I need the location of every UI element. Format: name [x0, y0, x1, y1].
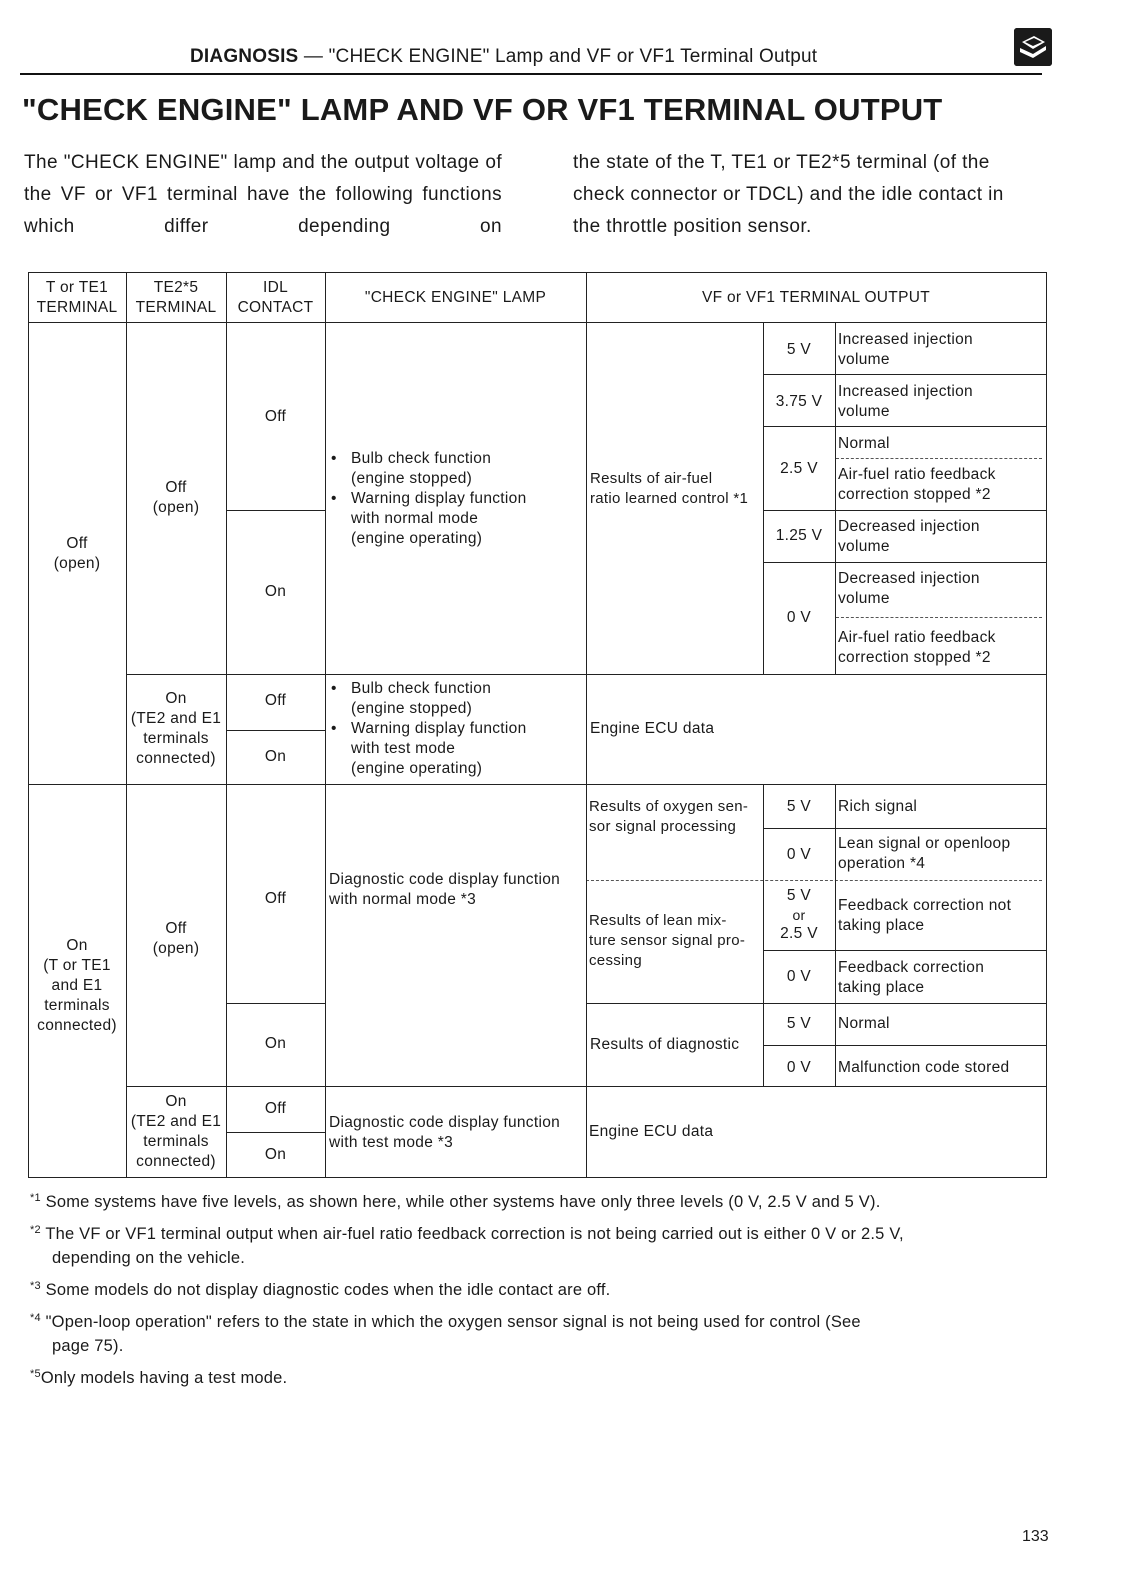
- header-section: DIAGNOSIS: [190, 46, 299, 67]
- cell-line: Increased injection: [838, 383, 973, 400]
- row-rule: [763, 1045, 1046, 1046]
- cell-line: 5 V: [786, 887, 812, 904]
- voltage-5v: 5 V: [786, 1015, 812, 1032]
- cell-line: connected): [136, 750, 216, 767]
- output-af-correction-stopped: [838, 628, 1044, 668]
- table-header-rule: [28, 322, 1046, 323]
- cell-line: and E1: [51, 977, 103, 994]
- col-rule: [835, 322, 836, 674]
- voltage-0v: 0 V: [786, 846, 812, 863]
- cell-line: volume: [838, 351, 890, 368]
- table-border-top: [28, 272, 1046, 273]
- idl-on: On: [264, 1146, 287, 1163]
- header-line: TE2*5: [153, 279, 199, 296]
- voltage-5v-or-2-5v: [763, 886, 835, 944]
- row-rule: [763, 426, 1046, 427]
- footnote-text: page 75).: [52, 1337, 124, 1355]
- row-rule: [763, 510, 1046, 511]
- cell-line: Off: [165, 479, 187, 496]
- idl-on: On: [264, 1035, 287, 1052]
- cell-line: with normal mode *3: [329, 891, 476, 908]
- row-rule: [226, 1003, 326, 1004]
- te2-off-open: [126, 919, 226, 959]
- table-border-right: [1046, 272, 1047, 1178]
- cell-line: 2.5 V: [780, 925, 818, 942]
- voltage-0v: 0 V: [786, 1059, 812, 1076]
- footnote-text: The VF or VF1 terminal output when air-fuel ratio feedback correction is not being carried out is either 0 V or 2.5 V,: [45, 1225, 904, 1243]
- cell-line: volume: [838, 590, 890, 607]
- voltage-0v: 0 V: [786, 968, 812, 985]
- cell-line: Lean signal or openloop: [838, 835, 1011, 852]
- te2-on-connected: [126, 689, 226, 769]
- row-rule: [226, 730, 326, 731]
- cell-line: or: [792, 907, 806, 923]
- row-rule: [763, 374, 1046, 375]
- cell-line: taking place: [838, 917, 925, 934]
- footnote-text: Only models having a test mode.: [40, 1369, 288, 1387]
- header-separator: —: [298, 46, 329, 67]
- page-number: 133: [1022, 1528, 1049, 1545]
- bullet-item: • Bulb check function: [329, 679, 584, 699]
- table-border-left: [28, 272, 29, 1178]
- engine-ecu-data: Engine ECU data: [589, 1123, 714, 1140]
- cell-line: (open): [152, 940, 200, 957]
- header-t-te1: [28, 278, 126, 318]
- results-oxygen-sensor: [589, 797, 761, 837]
- output-decreased-injection: [838, 517, 1044, 557]
- header-idl: [226, 278, 325, 318]
- cell-line: operation *4: [838, 855, 926, 872]
- voltage-0v: 0 V: [786, 609, 812, 626]
- lamp-test-mode: [329, 679, 584, 779]
- output-af-correction-stopped: [838, 465, 1044, 505]
- intro-right-line: the state of the T, TE1 or TE2*5 terminal (of the: [573, 152, 990, 173]
- cell-line: (open): [53, 555, 101, 572]
- cell-line: Results of air-fuel: [590, 470, 713, 487]
- bullet-item: • Warning display function: [329, 489, 584, 509]
- cell-line: taking place: [838, 979, 925, 996]
- cell-line: terminals: [143, 730, 209, 747]
- footnote-mark: *1: [30, 1192, 41, 1204]
- bullet-item: • Bulb check function: [329, 449, 584, 469]
- intro-right-line: check connector or TDCL) and the idle contact in: [573, 184, 1004, 205]
- row-rule: [763, 950, 1046, 951]
- cell-line: Feedback correction: [838, 959, 985, 976]
- intro-left: The "CHECK ENGINE" lamp and the output voltage of the VF or VF1 terminal have the following functions which differ depending on: [24, 152, 502, 237]
- footnote-text: "Open-loop operation" refers to the state in which the oxygen sensor signal is not being used for control (See: [45, 1313, 861, 1331]
- cell-line: Decreased injection: [838, 518, 980, 535]
- cell-line: (TE2 and E1: [130, 1113, 222, 1130]
- col-rule: [325, 272, 326, 1178]
- cell-line: On: [66, 937, 88, 954]
- results-diagnostic: Results of diagnostic: [590, 1036, 740, 1053]
- lamp-diag-normal: [329, 870, 586, 910]
- footnote-2: [30, 1218, 1090, 1270]
- voltage-1-25v: 1.25 V: [775, 527, 823, 544]
- bullet-continuation: (engine operating): [351, 760, 483, 777]
- output-feedback-taking-place: [838, 958, 1044, 998]
- output-feedback-not-taking-place: [838, 896, 1044, 936]
- book-icon: [1014, 28, 1052, 66]
- te2-off-open: [126, 478, 226, 518]
- bullet-continuation: with test mode: [351, 740, 456, 757]
- table-border-bottom: [28, 1177, 1046, 1178]
- header-rule: [20, 73, 1042, 75]
- cell-line: Increased injection: [838, 331, 973, 348]
- cell-line: cessing: [589, 952, 642, 969]
- header-line: TERMINAL: [36, 299, 118, 316]
- t-te1-on-connected: [28, 936, 126, 1036]
- cell-line: with test mode *3: [329, 1134, 453, 1151]
- col-rule: [586, 272, 587, 1178]
- cell-line: terminals: [143, 1133, 209, 1150]
- cell-line: Decreased injection: [838, 570, 980, 587]
- output-increased-injection: [838, 382, 1044, 422]
- cell-line: ture sensor signal pro-: [589, 932, 746, 949]
- bullet-continuation: with normal mode: [351, 510, 479, 527]
- cell-line: Diagnostic code display function: [329, 871, 561, 888]
- results-lean-mixture: [589, 911, 761, 971]
- cell-line: ratio learned control *1: [590, 490, 749, 507]
- cell-line: volume: [838, 403, 890, 420]
- cell-line: On: [165, 1093, 187, 1110]
- footnote-5: [30, 1362, 1090, 1390]
- output-decreased-injection: [838, 569, 1044, 609]
- cell-line: terminals: [44, 997, 110, 1014]
- header-subtitle: "CHECK ENGINE" Lamp and VF or VF1 Terminal Output: [328, 46, 818, 67]
- row-rule: [763, 828, 1046, 829]
- intro-right-line: the throttle position sensor.: [573, 216, 812, 237]
- intro-right: [573, 147, 1051, 243]
- row-rule: [226, 510, 326, 511]
- header-line: IDL: [262, 279, 289, 296]
- cell-line: Diagnostic code display function: [329, 1114, 561, 1131]
- cell-line: correction stopped *2: [838, 486, 991, 503]
- header-vf-output: VF or VF1 TERMINAL OUTPUT: [702, 289, 930, 306]
- cell-line: Results of oxygen sen-: [589, 798, 749, 815]
- cell-line: Off: [66, 535, 88, 552]
- idl-off: Off: [264, 692, 287, 709]
- output-increased-injection: [838, 330, 1044, 370]
- header-line: TERMINAL: [135, 299, 217, 316]
- cell-line: On: [165, 690, 187, 707]
- dashed-divider: [836, 617, 1042, 618]
- output-normal: Normal: [838, 435, 890, 452]
- idl-off: Off: [264, 408, 287, 425]
- running-header: [190, 46, 817, 68]
- voltage-2-5v: 2.5 V: [780, 460, 818, 477]
- idl-off: Off: [264, 890, 287, 907]
- footnote-text: depending on the vehicle.: [52, 1249, 246, 1267]
- cell-line: sor signal processing: [589, 818, 737, 835]
- bullet-continuation: (engine stopped): [351, 700, 473, 717]
- footnote-1: [30, 1186, 1090, 1214]
- header-lamp: "CHECK ENGINE" LAMP: [364, 289, 547, 306]
- footnote-3: [30, 1274, 1090, 1302]
- header-line: CONTACT: [237, 299, 314, 316]
- cell-line: Off: [165, 920, 187, 937]
- cell-line: correction stopped *2: [838, 649, 991, 666]
- footnote-mark: *2: [30, 1224, 41, 1236]
- voltage-5v: 5 V: [786, 341, 812, 358]
- row-rule: [226, 1132, 326, 1133]
- te2-on-connected: [126, 1092, 226, 1172]
- dashed-divider: [836, 458, 1042, 459]
- cell-line: connected): [37, 1017, 117, 1034]
- dashed-divider: [586, 880, 1042, 881]
- col-rule: [835, 784, 836, 1086]
- output-malfunction-code: Malfunction code stored: [838, 1059, 1010, 1076]
- voltage-5v: 5 V: [786, 798, 812, 815]
- header-te2: [126, 278, 226, 318]
- footnote-4: [30, 1306, 1090, 1358]
- idl-off: Off: [264, 1100, 287, 1117]
- output-normal: Normal: [838, 1015, 890, 1032]
- row-rule: [586, 1003, 1046, 1004]
- cell-line: connected): [136, 1153, 216, 1170]
- bullet-continuation: (engine operating): [351, 530, 483, 547]
- cell-line: Air-fuel ratio feedback: [838, 629, 996, 646]
- cell-line: (open): [152, 499, 200, 516]
- bullet-continuation: (engine stopped): [351, 470, 473, 487]
- t-te1-off-open: [28, 534, 126, 574]
- lamp-diag-test: [329, 1113, 586, 1153]
- page-title: "CHECK ENGINE" LAMP AND VF OR VF1 TERMINAL OUTPUT: [22, 92, 943, 127]
- footnote-text: Some systems have five levels, as shown here, while other systems have only three levels (0 V, 2.5 V and 5 V).: [45, 1193, 881, 1211]
- cell-line: (T or TE1: [43, 957, 111, 974]
- footnote-mark: *3: [30, 1280, 41, 1292]
- cell-line: Air-fuel ratio feedback: [838, 466, 996, 483]
- voltage-3-75v: 3.75 V: [775, 393, 823, 410]
- footnote-mark: *4: [30, 1312, 41, 1324]
- cell-line: volume: [838, 538, 890, 555]
- engine-ecu-data: Engine ECU data: [590, 720, 715, 737]
- footnote-text: Some models do not display diagnostic codes when the idle contact are off.: [45, 1281, 611, 1299]
- bullet-item: • Warning display function: [329, 719, 584, 739]
- results-air-fuel: [590, 469, 762, 509]
- footnote-mark: *5: [30, 1368, 41, 1380]
- idl-on: On: [264, 748, 287, 765]
- cell-line: Results of lean mix-: [589, 912, 727, 929]
- header-line: T or TE1: [45, 279, 109, 296]
- lamp-normal-mode: [329, 449, 584, 549]
- table-section-rule: [28, 784, 1046, 785]
- cell-line: Feedback correction not: [838, 897, 1012, 914]
- idl-on: On: [264, 583, 287, 600]
- output-rich-signal: Rich signal: [838, 798, 918, 815]
- cell-line: (TE2 and E1: [130, 710, 222, 727]
- row-rule: [763, 562, 1046, 563]
- output-lean-signal: [838, 834, 1044, 874]
